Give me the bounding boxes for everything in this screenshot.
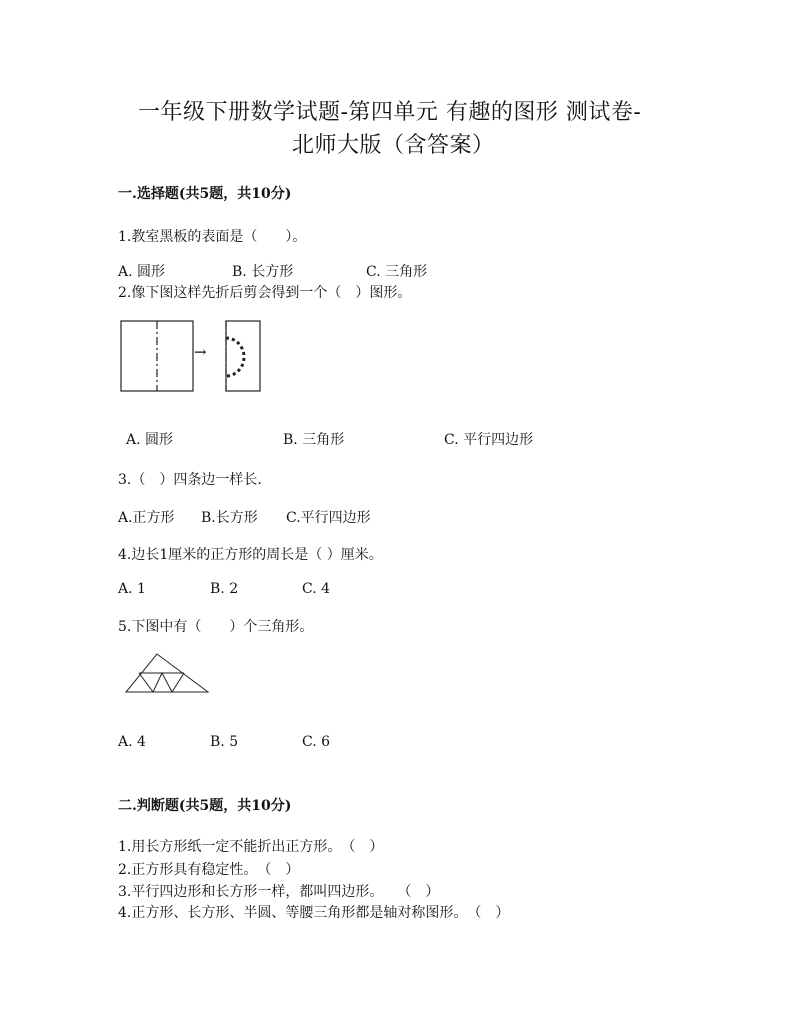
judgment-item: 2.正方形具有稳定性。 （ ） <box>118 862 300 878</box>
inner-line-left <box>139 673 153 692</box>
page-title-line1: 一年级下册数学试题-第四单元 有趣的图形 测试卷- <box>138 100 642 125</box>
question-3-option-c: C.平行四边形 <box>286 510 371 526</box>
triangle-figure <box>122 652 212 694</box>
question-1-option-b: B. 长方形 <box>232 264 294 280</box>
question-5-option-b: B. 5 <box>210 734 239 750</box>
question-5-option-a: A. 4 <box>118 734 146 750</box>
arrow-icon: → <box>194 343 207 361</box>
question-3-option-a: A.正方形 <box>118 510 175 526</box>
question-2-option-a: A. 圆形 <box>126 432 174 448</box>
question-1-option-c: C. 三角形 <box>366 264 428 280</box>
page-title-line2: 北师大版（含答案） <box>292 133 495 158</box>
question-2-text: 2.像下图这样先折后剪会得到一个（ ）图形。 <box>118 285 412 301</box>
question-3-text: 3.（ ）四条边一样长. <box>118 472 262 488</box>
inner-line-right <box>172 673 184 692</box>
question-2-option-c: C. 平行四边形 <box>444 432 534 448</box>
question-5-option-c: C. 6 <box>302 734 331 750</box>
question-2-option-b: B. 三角形 <box>283 432 345 448</box>
judgment-item: 3.平行四边形和长方形一样，都叫四边形。 （ ） <box>118 884 440 900</box>
question-3-option-b: B.长方形 <box>201 510 258 526</box>
question-4-option-b: B. 2 <box>210 581 239 597</box>
section-heading-judgment: 二.判断题(共5题，共10分) <box>118 798 292 814</box>
folded-paper <box>226 321 260 391</box>
question-1-text: 1.教室黑板的表面是（ ）。 <box>118 229 307 245</box>
question-1-option-a: A. 圆形 <box>118 264 166 280</box>
judgment-item: 4.正方形、长方形、半圆、等腰三角形都是轴对称图形。 （ ） <box>118 905 510 921</box>
question-4-option-a: A. 1 <box>118 581 146 597</box>
question-4-option-c: C. 4 <box>302 581 331 597</box>
judgment-item: 1.用长方形纸一定不能折出正方形。 （ ） <box>118 839 384 855</box>
inner-small-triangle <box>153 673 172 692</box>
question-5-text: 5.下图中有（ ）个三角形。 <box>118 619 314 635</box>
section-heading-choice: 一.选择题(共5题，共10分) <box>118 186 292 202</box>
question-4-text: 4.边长1厘米的正方形的周长是（ ）厘米。 <box>118 547 383 563</box>
fold-cut-figure <box>118 318 268 394</box>
cut-semicircle <box>226 338 244 376</box>
